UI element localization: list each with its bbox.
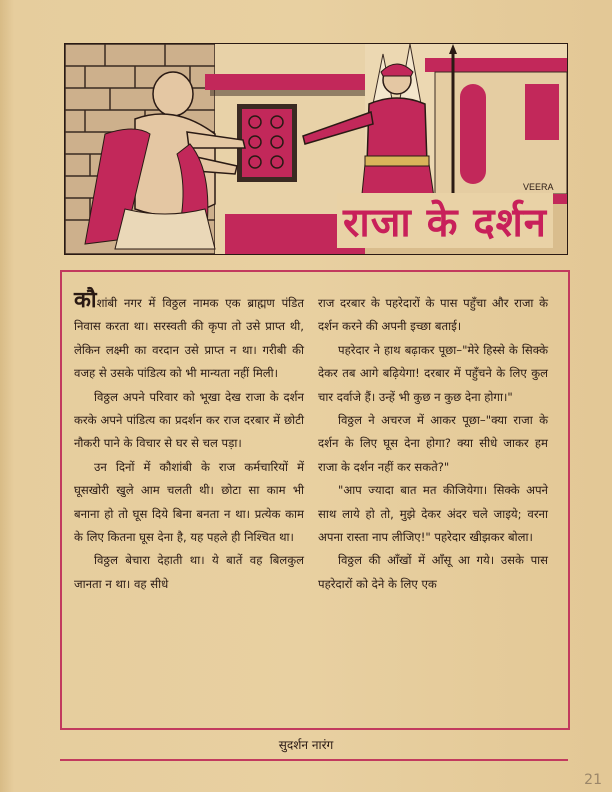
paragraph: विठ्ठल की आँखों में आँसू आ गये। उसके पास पहरेदारों को देने के लिए एक xyxy=(318,553,548,591)
paragraph: विठ्ठल ने अचरज में आकर पूछा–"क्या राजा के दर्शन के लिए घूस देना होगा? क्या सीधे जाकर हम राजा के दर्शन नहीं कर सकते?" xyxy=(318,413,548,474)
paragraph: विठ्ठल बेचारा देहाती था। ये बातें वह बिलकुल जानता न था। वह सीधे xyxy=(74,553,304,591)
footer-divider xyxy=(60,759,568,761)
page-number: 21 xyxy=(584,772,602,788)
drop-cap: कौ xyxy=(74,288,97,313)
story-text-frame xyxy=(60,270,570,730)
story-title: राजा के दर्शन xyxy=(337,193,553,248)
paragraph xyxy=(74,288,304,386)
paragraph: पहरेदार ने हाथ बढ़ाकर पूछा–"मेरे हिस्से के सिक्के देकर तब आगे बढ़ियेगा! दरबार में पहुँचने के लिए कुल चार दर्वाजे हैं। उन्हें भी कुछ न कुछ देना होगा।" xyxy=(318,342,548,404)
paragraph: "आप ज्यादा बात मत कीजियेगा। सिक्के अपने साथ लाये हो तो, मुझे देकर अंदर चले जाइये; वरना अपना रास्ता नाप लीजिए!" पहरेदार खीझकर बोला। xyxy=(318,483,548,545)
paragraph: विठ्ठल अपने परिवार को भूखा देख राजा के दर्शन करके अपने पांडित्य का प्रदर्शन कर राज दरबार में छोटी नौकरी पाने के विचार से घर से चल पड़ा। xyxy=(74,389,304,451)
story-illustration xyxy=(64,43,568,255)
artist-signature: VEERA xyxy=(523,182,554,192)
right-column xyxy=(318,292,548,596)
paragraph: राज दरबार के पहरेदारों के पास पहुँचा और राजा के दर्शन करने की अपनी इच्छा बताई। xyxy=(318,296,548,334)
paragraph: उन दिनों में कौशांबी के राज कर्मचारियों में घूसखोरी खुले आम चलती थी। छोटा सा काम भी बनाना हो तो घूस दिये बिना बनता न था। प्रत्येक काम के लिए कितना घूस देना है, यह पहले ही निश्चित था। xyxy=(74,459,304,545)
author-credit: सुदर्शन नारंग xyxy=(278,738,334,752)
left-column xyxy=(74,288,304,596)
paragraph-text: शांबी नगर में विठ्ठल नामक एक ब्राह्मण पंडित निवास करता था। सरस्वती की कृपा तो उसे प्राप्त थी, लेकिन लक्ष्मी का वरदान उसे प्राप्त न था। गरीबी की वजह से उसके पांडित्य को भी मान्यता नहीं मिली। xyxy=(74,296,304,381)
